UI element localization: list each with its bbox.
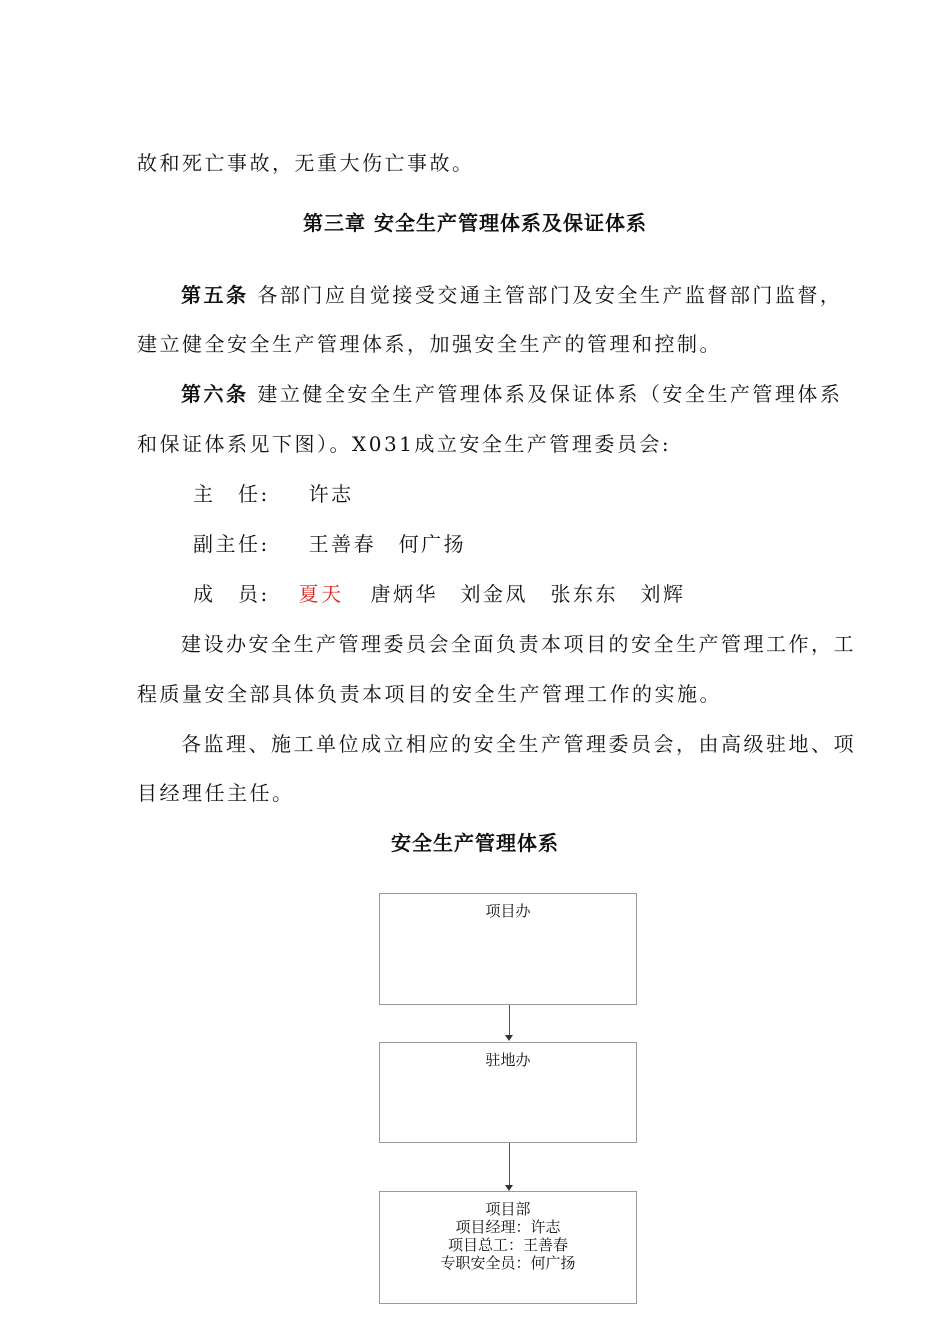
committee-director	[193, 480, 354, 508]
text-line-accident: 故和死亡事故，无重大伤亡事故。	[137, 151, 475, 175]
box-resident-office-label: 驻地办	[485, 1051, 531, 1069]
arrow-down-icon	[505, 1035, 513, 1041]
box-project-department-title: 项目部	[485, 1200, 531, 1218]
article-5-line	[181, 281, 842, 309]
connector-line-2	[509, 1143, 510, 1185]
members-label: 成 员:	[193, 582, 270, 606]
box-project-office-label: 项目办	[485, 902, 531, 920]
paragraph-1-line-2: 程质量安全部具体负责本项目的安全生产管理工作的实施。	[137, 682, 722, 706]
paragraph-2-line-1: 各监理、施工单位成立相应的安全生产管理委员会，由高级驻地、项	[181, 732, 856, 756]
article-6-continuation: 和保证体系见下图）。X031成立安全生产管理委员会:	[137, 432, 672, 456]
box-resident-office	[379, 1042, 637, 1143]
director-name: 许志	[308, 482, 354, 506]
chapter-heading: 第三章 安全生产管理体系及保证体系	[303, 211, 647, 235]
deputy-label: 副主任:	[193, 532, 270, 556]
member-highlight: 夏天	[298, 582, 344, 606]
article-5-label: 第五条	[181, 283, 249, 307]
article-5-text: 各部门应自觉接受交通主管部门及安全生产监督部门监督，	[257, 283, 843, 307]
safety-officer-line: 专职安全员：何广扬	[440, 1254, 576, 1272]
article-6-line	[181, 380, 842, 408]
committee-members	[193, 580, 685, 608]
paragraph-1-line-1: 建设办安全生产管理委员会全面负责本项目的安全生产管理工作，工	[181, 632, 856, 656]
article-6-text: 建立健全安全生产管理体系及保证体系（安全生产管理体系	[257, 382, 843, 406]
committee-deputy	[193, 530, 466, 558]
director-label: 主 任:	[193, 482, 270, 506]
article-5-continuation: 建立健全安全生产管理体系，加强安全生产的管理和控制。	[137, 332, 722, 356]
box-project-office	[379, 893, 637, 1005]
chief-engineer-line: 项目总工：王善春	[447, 1236, 568, 1254]
deputy-names: 王善春 何广扬	[308, 532, 467, 556]
paragraph-2-line-2: 目经理任主任。	[137, 781, 295, 805]
connector-line-1	[509, 1005, 510, 1035]
diagram-title: 安全生产管理体系	[391, 831, 559, 855]
box-project-department	[379, 1191, 637, 1304]
article-6-label: 第六条	[181, 382, 249, 406]
member-names: 唐炳华 刘金凤 张东东 刘辉	[370, 582, 686, 606]
project-manager-line: 项目经理：许志	[455, 1218, 561, 1236]
